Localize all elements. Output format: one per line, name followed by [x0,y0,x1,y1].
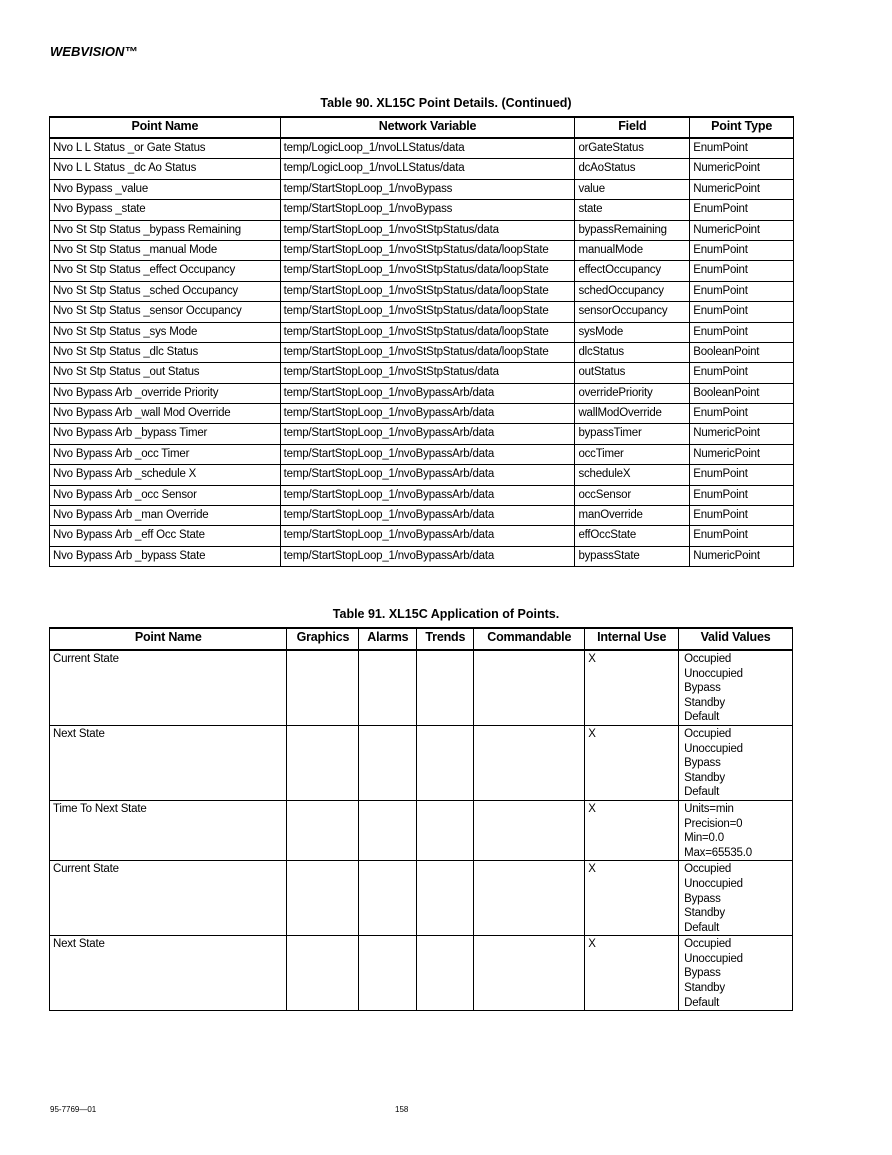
alarms-cell [359,650,417,725]
column-header-network-variable: Network Variable [280,117,575,138]
field-cell: dlcStatus [575,342,690,362]
table-row [50,302,794,322]
table-row [50,220,794,240]
point-type-cell: EnumPoint [690,485,794,505]
point-name-cell: Nvo St Stp Status _out Status [50,363,281,383]
valid-value: Precision=0 [684,817,743,830]
valid-values-cell [679,800,793,860]
point-type-cell: EnumPoint [690,302,794,322]
network-variable-cell: temp/StartStopLoop_1/nvoBypassArb/data [280,404,575,424]
commandable-cell [474,800,585,860]
point-name-cell: Nvo Bypass Arb _occ Sensor [50,485,281,505]
valid-value: Min=0.0 [684,832,724,845]
column-header-alarms: Alarms [359,628,417,650]
table-90 [49,116,794,567]
point-type-cell: EnumPoint [690,404,794,424]
point-type-cell: EnumPoint [690,240,794,260]
table-row [50,281,794,301]
table-row [50,465,794,485]
field-cell: sysMode [575,322,690,342]
network-variable-cell: temp/StartStopLoop_1/nvoStStpStatus/data/loopState [280,322,575,342]
table-90-caption: Table 90. XL15C Point Details. (Continued) [320,96,572,110]
point-name-cell: Nvo Bypass Arb _occ Timer [50,444,281,464]
point-name-cell: Nvo L L Status _or Gate Status [50,138,281,159]
point-name-cell: Current State [50,861,287,936]
point-name-cell: Nvo St Stp Status _effect Occupancy [50,261,281,281]
commandable-cell [474,725,585,800]
field-cell: state [575,200,690,220]
commandable-cell [474,650,585,725]
graphics-cell [287,936,359,1011]
field-cell: overridePriority [575,383,690,403]
table-row [50,506,794,526]
network-variable-cell: temp/StartStopLoop_1/nvoBypassArb/data [280,424,575,444]
valid-value: Occupied [684,863,732,876]
table-row [50,404,794,424]
point-name-cell: Nvo St Stp Status _bypass Remaining [50,220,281,240]
table-91-header-row [50,628,793,650]
network-variable-cell: temp/StartStopLoop_1/nvoStStpStatus/data/loopState [280,261,575,281]
network-variable-cell: temp/LogicLoop_1/nvoLLStatus/data [280,138,575,159]
point-type-cell: NumericPoint [690,159,794,179]
graphics-cell [287,861,359,936]
valid-value: Bypass [684,967,721,980]
field-cell: wallModOverride [575,404,690,424]
point-name-cell: Nvo Bypass Arb _bypass Timer [50,424,281,444]
table-row [50,650,793,725]
network-variable-cell: temp/StartStopLoop_1/nvoBypass [280,200,575,220]
network-variable-cell: temp/StartStopLoop_1/nvoBypassArb/data [280,485,575,505]
graphics-cell [287,800,359,860]
valid-value: Bypass [684,682,721,695]
field-cell: bypassTimer [575,424,690,444]
field-cell: scheduleX [575,465,690,485]
point-type-cell: NumericPoint [690,424,794,444]
table-row [50,159,794,179]
column-header-commandable: Commandable [474,628,585,650]
field-cell: outStatus [575,363,690,383]
trends-cell [417,800,474,860]
point-name-cell: Nvo Bypass Arb _man Override [50,506,281,526]
document-number: 95-7769—01 [50,1105,97,1114]
graphics-cell [287,725,359,800]
table-row [50,526,794,546]
point-name-cell: Next State [50,936,287,1011]
column-header-point-type: Point Type [690,117,794,138]
graphics-cell [287,650,359,725]
table-row [50,546,794,566]
point-type-cell: EnumPoint [690,526,794,546]
point-type-cell: EnumPoint [690,200,794,220]
valid-value: Unoccupied [684,742,743,755]
internal-use-cell: X [585,800,679,860]
table-row [50,424,794,444]
field-cell: occTimer [575,444,690,464]
commandable-cell [474,936,585,1011]
point-name-cell: Nvo Bypass _value [50,179,281,199]
valid-value: Standby [684,696,725,709]
valid-value: Default [684,996,720,1009]
field-cell: effOccState [575,526,690,546]
field-cell: manOverride [575,506,690,526]
table-91-caption: Table 91. XL15C Application of Points. [332,607,560,621]
field-cell: sensorOccupancy [575,302,690,322]
network-variable-cell: temp/StartStopLoop_1/nvoBypass [280,179,575,199]
point-type-cell: BooleanPoint [690,342,794,362]
valid-values-cell [679,725,793,800]
table-90-header-row [50,117,794,138]
point-name-cell: Nvo Bypass Arb _eff Occ State [50,526,281,546]
internal-use-cell: X [585,725,679,800]
valid-value: Default [684,711,720,724]
table-row [50,725,793,800]
network-variable-cell: temp/StartStopLoop_1/nvoBypassArb/data [280,383,575,403]
table-91 [49,627,793,1011]
point-name-cell: Nvo St Stp Status _manual Mode [50,240,281,260]
valid-values-cell [679,936,793,1011]
table-row [50,936,793,1011]
valid-value: Bypass [684,757,721,770]
point-type-cell: NumericPoint [690,220,794,240]
valid-value: Occupied [684,938,732,951]
column-header-trends: Trends [417,628,474,650]
table-row [50,444,794,464]
field-cell: manualMode [575,240,690,260]
table-row [50,179,794,199]
table-91-body [50,650,793,1011]
table-row [50,861,793,936]
valid-value: Occupied [684,653,732,665]
column-header-point-name: Point Name [50,628,287,650]
field-cell: occSensor [575,485,690,505]
point-name-cell: Nvo St Stp Status _sys Mode [50,322,281,342]
network-variable-cell: temp/StartStopLoop_1/nvoStStpStatus/data/loopState [280,342,575,362]
field-cell: dcAoStatus [575,159,690,179]
valid-value: Standby [684,907,725,920]
commandable-cell [474,861,585,936]
point-name-cell: Nvo Bypass Arb _bypass State [50,546,281,566]
valid-values-cell [679,650,793,725]
internal-use-cell: X [585,861,679,936]
point-name-cell: Time To Next State [50,800,287,860]
point-name-cell: Nvo Bypass Arb _schedule X [50,465,281,485]
point-type-cell: NumericPoint [690,444,794,464]
point-name-cell: Nvo Bypass Arb _wall Mod Override [50,404,281,424]
table-row [50,383,794,403]
field-cell: schedOccupancy [575,281,690,301]
point-name-cell: Nvo St Stp Status _sensor Occupancy [50,302,281,322]
point-type-cell: EnumPoint [690,281,794,301]
trends-cell [417,725,474,800]
trends-cell [417,861,474,936]
point-type-cell: EnumPoint [690,506,794,526]
table-row [50,485,794,505]
internal-use-cell: X [585,936,679,1011]
network-variable-cell: temp/StartStopLoop_1/nvoBypassArb/data [280,465,575,485]
network-variable-cell: temp/StartStopLoop_1/nvoStStpStatus/data [280,220,575,240]
valid-values-cell [679,861,793,936]
valid-value: Bypass [684,892,721,905]
field-cell: value [575,179,690,199]
valid-value: Default [684,786,720,799]
alarms-cell [359,800,417,860]
valid-value: Standby [684,771,725,784]
running-header: WEBVISION™ [50,44,138,59]
internal-use-cell: X [585,650,679,725]
point-type-cell: EnumPoint [690,363,794,383]
table-row [50,322,794,342]
valid-value: Standby [684,982,725,995]
point-type-cell: NumericPoint [690,546,794,566]
table-row [50,342,794,362]
network-variable-cell: temp/StartStopLoop_1/nvoBypassArb/data [280,526,575,546]
point-type-cell: EnumPoint [690,261,794,281]
valid-value: Units=min [684,802,734,815]
point-type-cell: BooleanPoint [690,383,794,403]
column-header-field: Field [575,117,690,138]
point-type-cell: EnumPoint [690,322,794,342]
point-type-cell: EnumPoint [690,465,794,485]
table-row [50,800,793,860]
table-90-body [50,138,794,567]
network-variable-cell: temp/StartStopLoop_1/nvoStStpStatus/data/loopState [280,302,575,322]
field-cell: bypassState [575,546,690,566]
valid-value: Unoccupied [684,667,743,680]
network-variable-cell: temp/StartStopLoop_1/nvoStStpStatus/data/loopState [280,240,575,260]
field-cell: bypassRemaining [575,220,690,240]
point-name-cell: Next State [50,725,287,800]
alarms-cell [359,725,417,800]
network-variable-cell: temp/StartStopLoop_1/nvoStStpStatus/data/loopState [280,281,575,301]
point-name-cell: Nvo St Stp Status _dlc Status [50,342,281,362]
point-type-cell: NumericPoint [690,179,794,199]
network-variable-cell: temp/StartStopLoop_1/nvoBypassArb/data [280,546,575,566]
valid-value: Max=65535.0 [684,846,752,859]
table-row [50,138,794,159]
column-header-valid-values: Valid Values [679,628,793,650]
table-row [50,261,794,281]
column-header-graphics: Graphics [287,628,359,650]
point-name-cell: Nvo L L Status _dc Ao Status [50,159,281,179]
point-name-cell: Current State [50,650,287,725]
point-name-cell: Nvo Bypass _state [50,200,281,220]
trends-cell [417,650,474,725]
column-header-point-name: Point Name [50,117,281,138]
table-row [50,200,794,220]
network-variable-cell: temp/StartStopLoop_1/nvoBypassArb/data [280,506,575,526]
trends-cell [417,936,474,1011]
table-row [50,363,794,383]
point-name-cell: Nvo Bypass Arb _override Priority [50,383,281,403]
valid-value: Unoccupied [684,952,743,965]
network-variable-cell: temp/LogicLoop_1/nvoLLStatus/data [280,159,575,179]
valid-value: Unoccupied [684,877,743,890]
column-header-internal-use: Internal Use [585,628,679,650]
table-row [50,240,794,260]
point-type-cell: EnumPoint [690,138,794,159]
page-number: 158 [395,1105,409,1114]
alarms-cell [359,936,417,1011]
valid-value: Occupied [684,727,732,740]
valid-value: Default [684,921,720,934]
point-name-cell: Nvo St Stp Status _sched Occupancy [50,281,281,301]
field-cell: orGateStatus [575,138,690,159]
network-variable-cell: temp/StartStopLoop_1/nvoBypassArb/data [280,444,575,464]
network-variable-cell: temp/StartStopLoop_1/nvoStStpStatus/data [280,363,575,383]
alarms-cell [359,861,417,936]
field-cell: effectOccupancy [575,261,690,281]
